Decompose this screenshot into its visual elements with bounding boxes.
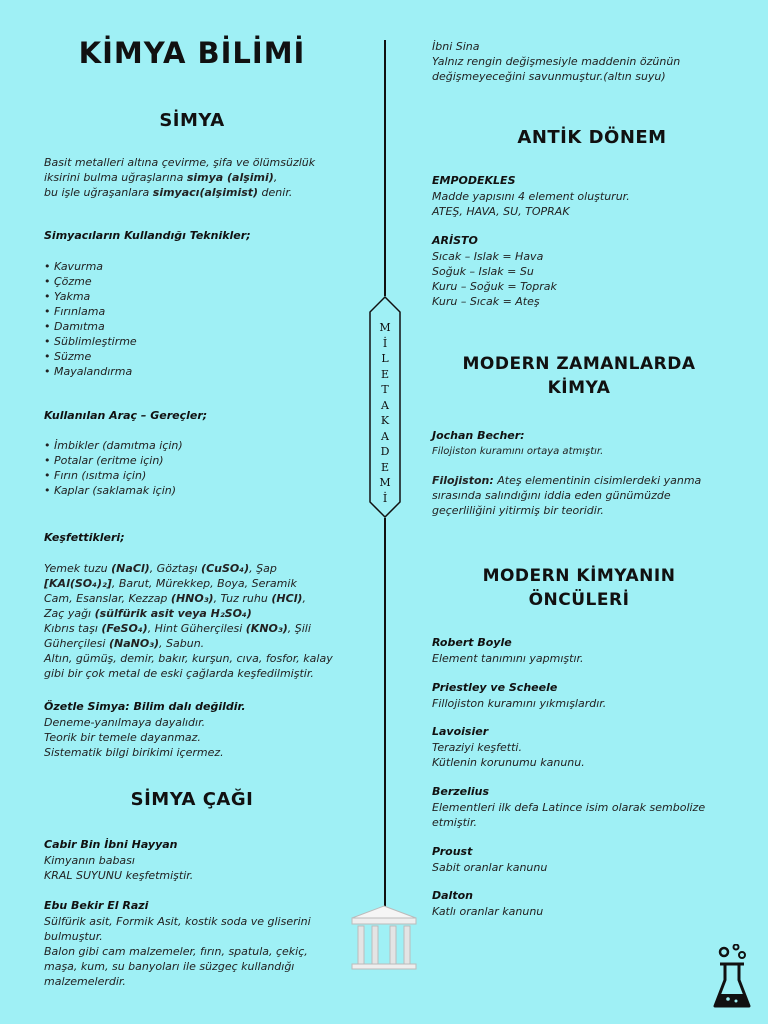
techniques-heading: Simyacıların Kullandığı Teknikler;	[44, 229, 251, 242]
list-item: • Süblimleştirme	[44, 334, 137, 349]
lavoisier-name: Lavoisier	[432, 725, 489, 738]
list-item: • Fırın (ısıtma için)	[44, 468, 183, 483]
timeline-line-bottom	[384, 518, 386, 908]
pioneers-title: MODERN KİMYANIN ÖNCÜLERİ	[482, 566, 676, 610]
proust-name: Proust	[432, 845, 473, 858]
summary-text: Deneme-yanılmaya dayalıdır. Teorik bir temele dayanmaz. Sistematik bilgi birikimi içermez.	[44, 716, 224, 759]
berzelius-name: Berzelius	[432, 785, 490, 798]
modern-title: MODERN ZAMANLARDA KİMYA	[462, 354, 696, 398]
list-item: • İmbikler (damıtma için)	[44, 438, 183, 453]
page-title: KİMYA BİLİMİ	[78, 36, 306, 70]
list-item: • Kaplar (saklamak için)	[44, 483, 183, 498]
list-item: • Süzme	[44, 349, 137, 364]
aristo-text: Sıcak – Islak = Hava Soğuk – Islak = Su Kuru – Soğuk = Toprak Kuru – Sıcak = Ateş	[432, 250, 557, 308]
list-item: • Mayalandırma	[44, 364, 137, 379]
becher-name: Jochan Becher:	[432, 429, 525, 442]
razi-text: Sülfürik asit, Formik Asit, kostik soda ve gliserini bulmuştur. Balon gibi cam malzemeler, fırın, spatula, çekiç, maşa, kum, su banyoları ile süzgeç kullandığı malzemelerdir.	[44, 915, 311, 988]
pillar-icon	[350, 904, 418, 974]
list-item: • Çözme	[44, 274, 137, 289]
techniques-list	[44, 259, 137, 379]
proust-text: Sabit oranlar kanunu	[432, 861, 548, 874]
tools-list	[44, 438, 183, 498]
cabir-text: Kimyanın babası KRAL SUYUNU keşfetmiştir.	[44, 854, 194, 882]
cabir-name: Cabir Bin İbni Hayyan	[44, 838, 178, 851]
list-item: • Potalar (eritme için)	[44, 453, 183, 468]
dalton-name: Dalton	[432, 889, 473, 902]
lavoisier-text: Teraziyi keşfetti. Kütlenin korunumu kanunu.	[432, 741, 585, 769]
filojiston-text: Filojiston: Ateş elementinin cisimlerdeki yanma sırasında salındığını iddia eden günümüzde geçerliliğini yitirmiş bir teoridir.	[432, 474, 702, 517]
discoveries-text: Yemek tuzu (NaCl), Göztaşı (CuSO₄), Şap [KAl(SO₄)₂], Barut, Mürekkep, Boya, Seramik Cam, Esanslar, Kezzap (HNO₃), Tuz ruhu (HCl), Zaç yağı (sülfürik asit veya H₂SO₄) Kıbrıs taşı (FeSO₄), Hint Güherçilesi (KNO₃), Şili Güherçilesi (NaNO₃), Sabun. Altın, gümüş, demir, bakır, kurşun, cıva, fosfor, kalay gibi bir çok metal de eski çağlarda keşfedilmiştir.	[44, 562, 333, 680]
discoveries-heading: Keşfettikleri;	[44, 531, 125, 544]
priestley-text: Fillojiston kuramını yıkmışlardır.	[432, 697, 607, 710]
boyle-text: Element tanımını yapmıştır.	[432, 652, 584, 665]
tools-heading: Kullanılan Araç – Gereçler;	[44, 409, 208, 422]
empodekles-text: Madde yapısını 4 element oluşturur. ATEŞ, HAVA, SU, TOPRAK	[432, 190, 630, 218]
simya-cagi-title: SİMYA ÇAĞI	[130, 789, 254, 810]
boyle-name: Robert Boyle	[432, 636, 512, 649]
dalton-text: Katlı oranlar kanunu	[432, 905, 544, 918]
aristo-name: ARİSTO	[432, 234, 478, 247]
timeline-line-top	[384, 40, 386, 296]
antik-title: ANTİK DÖNEM	[517, 127, 667, 148]
ibni-sina-block: İbni Sina Yalnız rengin değişmesiyle maddenin özünün değişmeyeceğini savunmuştur.(altın suyu)	[432, 40, 681, 83]
list-item: • Yakma	[44, 289, 137, 304]
berzelius-text: Elementleri ilk defa Latince isim olarak sembolize etmiştir.	[432, 801, 706, 829]
flask-icon	[712, 944, 756, 1016]
academy-label-letters: M İ L E T A K A D E M İ	[379, 321, 391, 505]
empodekles-name: EMPODEKLES	[432, 174, 516, 187]
simya-title: SİMYA	[159, 110, 225, 131]
list-item: • Kavurma	[44, 259, 137, 274]
simya-intro: Basit metalleri altına çevirme, şifa ve ölümsüzlük iksirini bulma uğraşlarına simya (alşimi), bu işle uğraşanlara simyacı(alşimist) denir.	[44, 156, 316, 199]
list-item: • Fırınlama	[44, 304, 137, 319]
priestley-name: Priestley ve Scheele	[432, 681, 558, 694]
becher-text: Filojiston kuramını ortaya atmıştır.	[432, 446, 604, 457]
summary-heading: Özetle Simya: Bilim dalı değildir.	[44, 700, 246, 713]
list-item: • Damıtma	[44, 319, 137, 334]
razi-name: Ebu Bekir El Razi	[44, 899, 149, 912]
academy-label	[369, 296, 401, 518]
